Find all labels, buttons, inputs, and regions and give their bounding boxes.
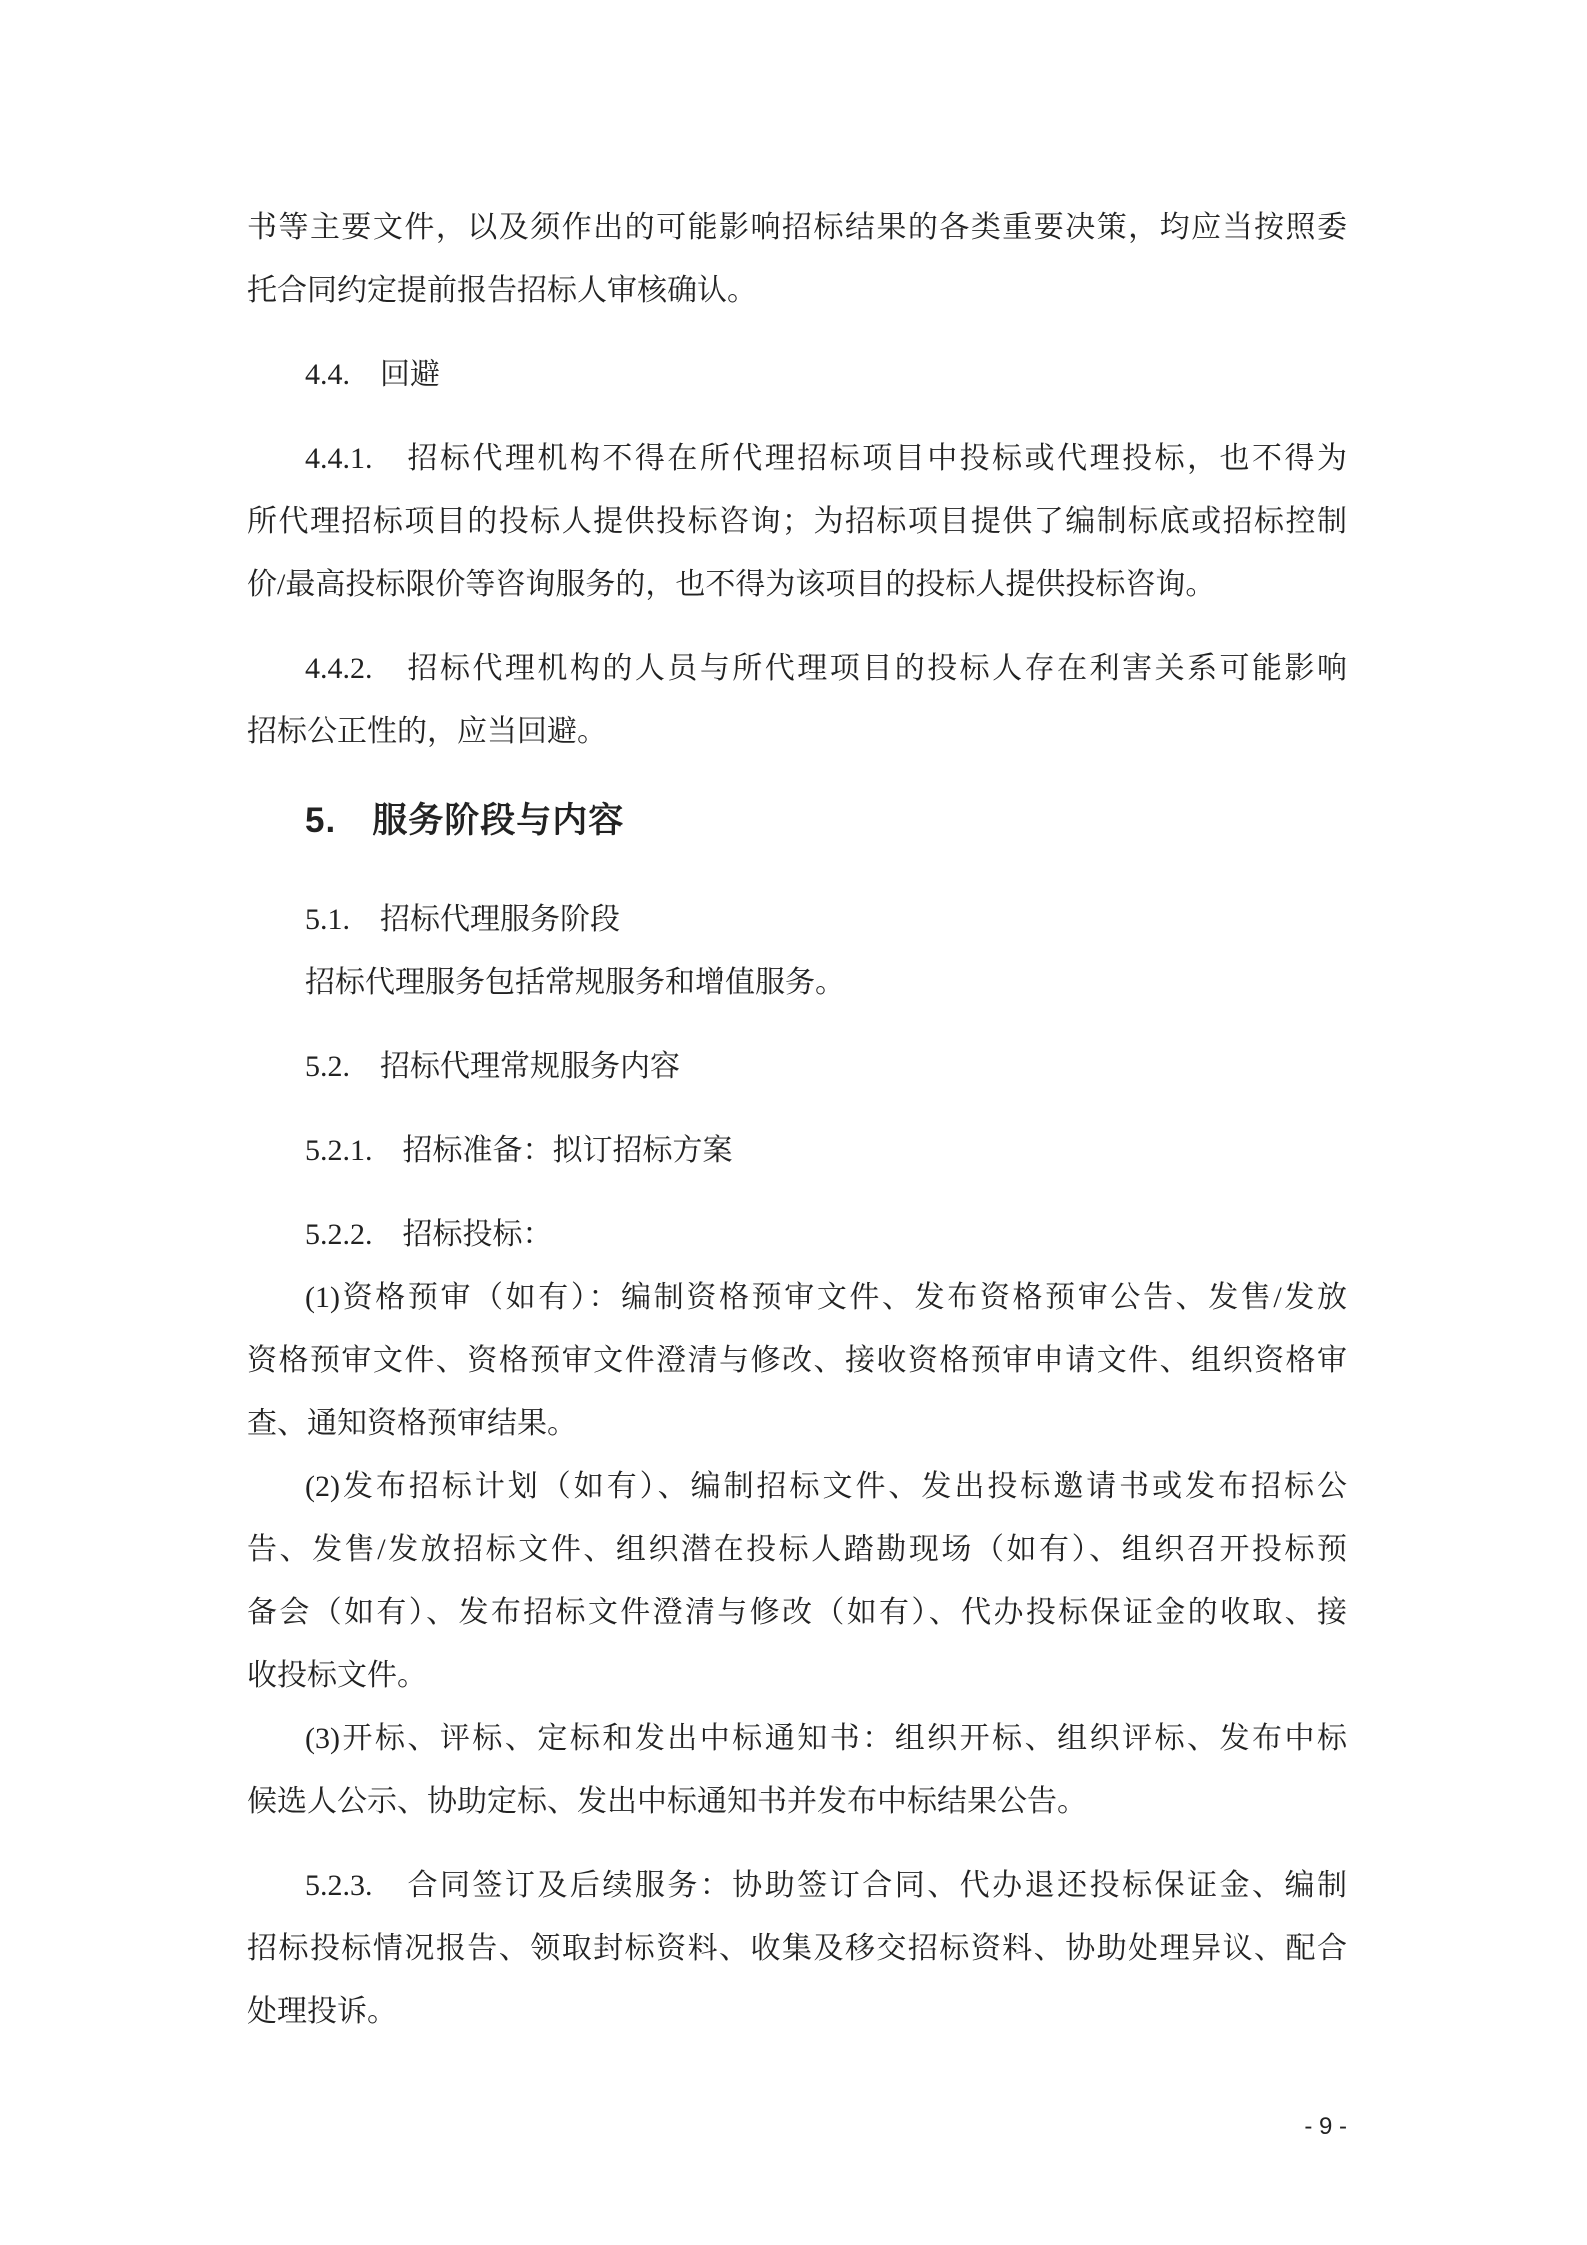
page-footer xyxy=(247,2112,1347,2142)
text-line: 4.4.1. 招标代理机构不得在所代理招标项目中投标或代理投标，也不得为 xyxy=(305,442,1347,475)
text-line: 所代理招标项目的投标人提供投标咨询；为招标项目提供了编制标底或招标控制 xyxy=(247,505,1347,538)
page-number: - 9 - xyxy=(1304,2113,1347,2140)
text-line: (3)开标、评标、定标和发出中标通知书：组织开标、组织评标、发布中标 xyxy=(305,1722,1347,1755)
text-line: 5.2. 招标代理常规服务内容 xyxy=(305,1050,680,1083)
text-line: 5.2.2. 招标投标： xyxy=(305,1218,553,1251)
text-line: (2)发布招标计划（如有）、编制招标文件、发出投标邀请书或发布招标公 xyxy=(305,1470,1347,1503)
text-line: 5.2.3. 合同签订及后续服务：协助签订合同、代办退还投标保证金、编制 xyxy=(305,1869,1347,1902)
text-line: 备会（如有）、发布招标文件澄清与修改（如有）、代办投标保证金的收取、接 xyxy=(247,1596,1347,1629)
text-line: 5.1. 招标代理服务阶段 xyxy=(305,903,620,936)
text-line: 招标公正性的，应当回避。 xyxy=(247,715,607,748)
text-line: 收投标文件。 xyxy=(247,1659,427,1692)
text-line: 告、发售/发放招标文件、组织潜在投标人踏勘现场（如有）、组织召开投标预 xyxy=(247,1533,1347,1566)
text-line: 招标投标情况报告、领取封标资料、收集及移交招标资料、协助处理异议、配合 xyxy=(247,1932,1347,1965)
text-line: 资格预审文件、资格预审文件澄清与修改、接收资格预审申请文件、组织资格审 xyxy=(247,1344,1347,1377)
text-line: 4.4.2. 招标代理机构的人员与所代理项目的投标人存在利害关系可能影响 xyxy=(305,652,1347,685)
text-line: 5.2.1. 招标准备：拟订招标方案 xyxy=(305,1134,733,1167)
text-line: 4.4. 回避 xyxy=(305,358,440,391)
section-heading: 5. 服务阶段与内容 xyxy=(305,801,625,840)
text-line: 托合同约定提前报告招标人审核确认。 xyxy=(247,274,757,307)
text-line: 招标代理服务包括常规服务和增值服务。 xyxy=(305,966,845,999)
text-line: 价/最高投标限价等咨询服务的，也不得为该项目的投标人提供投标咨询。 xyxy=(247,568,1216,601)
text-line: 处理投诉。 xyxy=(247,1995,397,2028)
text-line: 书等主要文件，以及须作出的可能影响招标结果的各类重要决策，均应当按照委 xyxy=(247,211,1347,244)
text-line: (1)资格预审（如有）：编制资格预审文件、发布资格预审公告、发售/发放 xyxy=(305,1281,1347,1314)
text-line: 查、通知资格预审结果。 xyxy=(247,1407,577,1440)
document-body xyxy=(247,196,1347,2043)
text-line: 候选人公示、协助定标、发出中标通知书并发布中标结果公告。 xyxy=(247,1785,1087,1818)
